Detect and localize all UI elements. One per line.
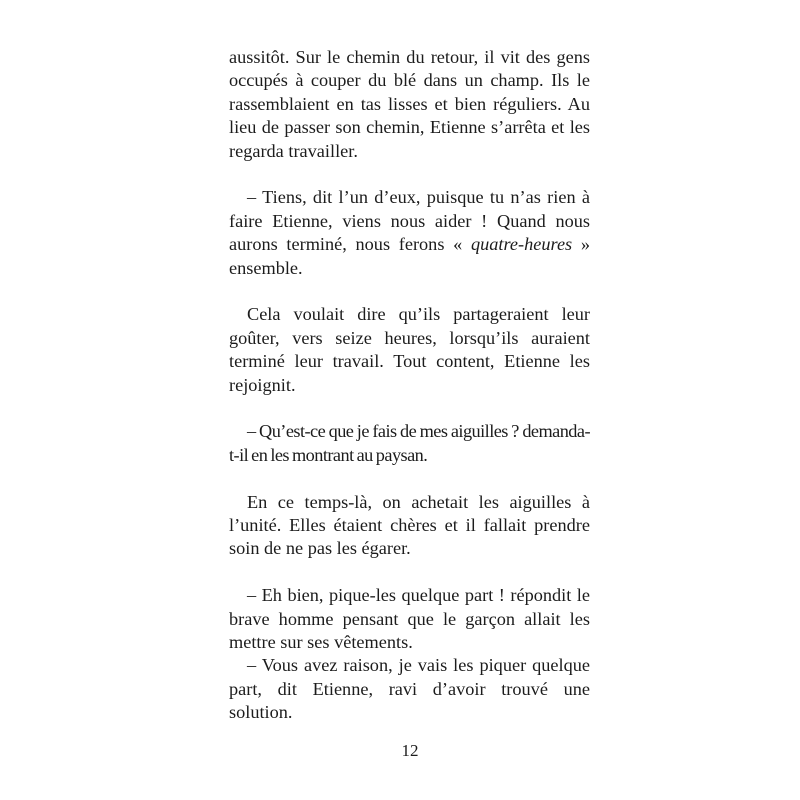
body-text <box>229 46 590 725</box>
paragraph-6: – Eh bien, pique-les quelque part ! répondit le brave homme pensant que le garçon allait les mettre sur ses vêtements. <box>229 585 590 653</box>
page-number: 12 <box>401 741 419 760</box>
paragraph-2-text: – Tiens, dit l’un d’eux, puisque tu n’as rien à faire Etienne, viens nous aider ! Quand nous aurons terminé, nous ferons « <box>229 187 590 255</box>
paragraph-1: aussitôt. Sur le chemin du retour, il vit des gens occupés à couper du blé dans un champ. Ils le rassemblaient en tas lisses et bien réguliers. Au lieu de passer son chemin, Etienne s’arrêta et les regarda travailler. <box>229 47 590 161</box>
paragraph-2-text-end: » ensemble. <box>229 234 591 278</box>
paragraph-4: – Qu’est-ce que je fais de mes aiguilles ? demanda-t-il en les montrant au paysan. <box>229 421 590 465</box>
paragraph-7: – Vous avez raison, je vais les piquer quelque part, dit Etienne, ravi d’avoir trouvé une solution. <box>229 655 590 723</box>
paragraph-2-italic-term: quatre-heures <box>470 234 573 255</box>
paragraph-2 <box>229 186 590 280</box>
paragraph-3: Cela voulait dire qu’ils partageraient leur goûter, vers seize heures, lorsqu’ils auraient terminé leur travail. Tout content, Etienne les rejoignit. <box>229 304 590 395</box>
paragraph-5: En ce temps-là, on achetait les aiguilles à l’unité. Elles étaient chères et il fallait prendre soin de ne pas les égarer. <box>229 491 590 559</box>
